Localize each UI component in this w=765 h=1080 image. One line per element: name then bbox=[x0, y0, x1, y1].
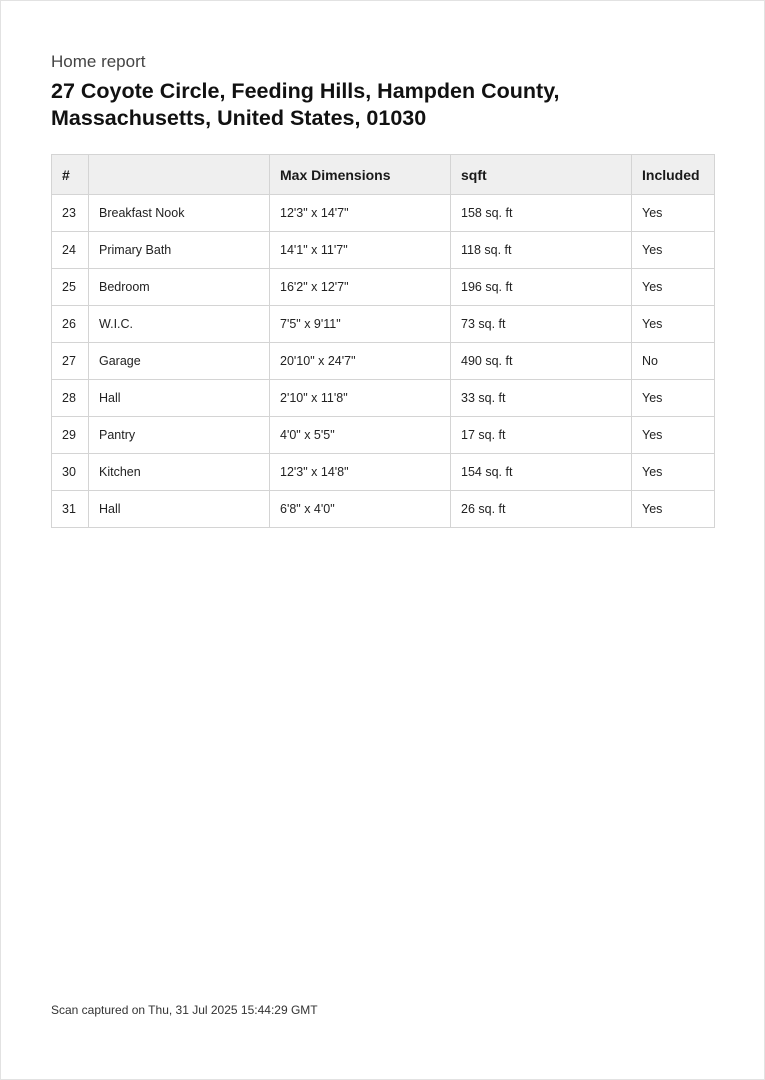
room-name: Pantry bbox=[89, 417, 270, 454]
room-sqft: 26 sq. ft bbox=[451, 491, 632, 528]
row-number: 29 bbox=[52, 417, 89, 454]
scan-capture-footer: Scan captured on Thu, 31 Jul 2025 15:44:29 GMT bbox=[51, 1003, 318, 1017]
room-dimensions: 20'10" x 24'7" bbox=[270, 343, 451, 380]
column-header-sqft: sqft bbox=[451, 155, 632, 195]
table-row bbox=[52, 454, 715, 491]
table-row bbox=[52, 417, 715, 454]
room-dimensions: 7'5" x 9'11" bbox=[270, 306, 451, 343]
room-dimensions: 16'2" x 12'7" bbox=[270, 269, 451, 306]
room-included: Yes bbox=[632, 491, 715, 528]
room-sqft: 158 sq. ft bbox=[451, 195, 632, 232]
row-number: 31 bbox=[52, 491, 89, 528]
room-included: Yes bbox=[632, 454, 715, 491]
room-name: Hall bbox=[89, 380, 270, 417]
rooms-table bbox=[51, 154, 715, 528]
room-dimensions: 4'0" x 5'5" bbox=[270, 417, 451, 454]
column-header-number: # bbox=[52, 155, 89, 195]
page-title: 27 Coyote Circle, Feeding Hills, Hampden County, Massachusetts, United States, 01030 bbox=[51, 79, 560, 130]
table-row bbox=[52, 491, 715, 528]
row-number: 27 bbox=[52, 343, 89, 380]
row-number: 26 bbox=[52, 306, 89, 343]
room-sqft: 490 sq. ft bbox=[451, 343, 632, 380]
room-included: Yes bbox=[632, 269, 715, 306]
column-header-included: Included bbox=[632, 155, 715, 195]
room-name: Breakfast Nook bbox=[89, 195, 270, 232]
room-included: Yes bbox=[632, 232, 715, 269]
room-name: Hall bbox=[89, 491, 270, 528]
room-included: Yes bbox=[632, 380, 715, 417]
row-number: 30 bbox=[52, 454, 89, 491]
row-number: 28 bbox=[52, 380, 89, 417]
room-name: Kitchen bbox=[89, 454, 270, 491]
row-number: 25 bbox=[52, 269, 89, 306]
room-sqft: 196 sq. ft bbox=[451, 269, 632, 306]
column-header-room bbox=[89, 155, 270, 195]
table-row bbox=[52, 343, 715, 380]
room-dimensions: 6'8" x 4'0" bbox=[270, 491, 451, 528]
room-name: Bedroom bbox=[89, 269, 270, 306]
room-included: Yes bbox=[632, 306, 715, 343]
table-row bbox=[52, 306, 715, 343]
room-sqft: 118 sq. ft bbox=[451, 232, 632, 269]
room-sqft: 33 sq. ft bbox=[451, 380, 632, 417]
room-included: No bbox=[632, 343, 715, 380]
column-header-max-dimensions: Max Dimensions bbox=[270, 155, 451, 195]
row-number: 23 bbox=[52, 195, 89, 232]
room-name: W.I.C. bbox=[89, 306, 270, 343]
room-dimensions: 2'10" x 11'8" bbox=[270, 380, 451, 417]
row-number: 24 bbox=[52, 232, 89, 269]
room-sqft: 154 sq. ft bbox=[451, 454, 632, 491]
room-included: Yes bbox=[632, 417, 715, 454]
room-included: Yes bbox=[632, 195, 715, 232]
room-name: Primary Bath bbox=[89, 232, 270, 269]
room-dimensions: 12'3" x 14'7" bbox=[270, 195, 451, 232]
report-label: Home report bbox=[51, 52, 146, 71]
room-dimensions: 12'3" x 14'8" bbox=[270, 454, 451, 491]
table-row bbox=[52, 269, 715, 306]
room-dimensions: 14'1" x 11'7" bbox=[270, 232, 451, 269]
table-row bbox=[52, 195, 715, 232]
table-row bbox=[52, 380, 715, 417]
room-name: Garage bbox=[89, 343, 270, 380]
table-row bbox=[52, 232, 715, 269]
room-sqft: 73 sq. ft bbox=[451, 306, 632, 343]
room-sqft: 17 sq. ft bbox=[451, 417, 632, 454]
table-header-row bbox=[52, 155, 715, 195]
